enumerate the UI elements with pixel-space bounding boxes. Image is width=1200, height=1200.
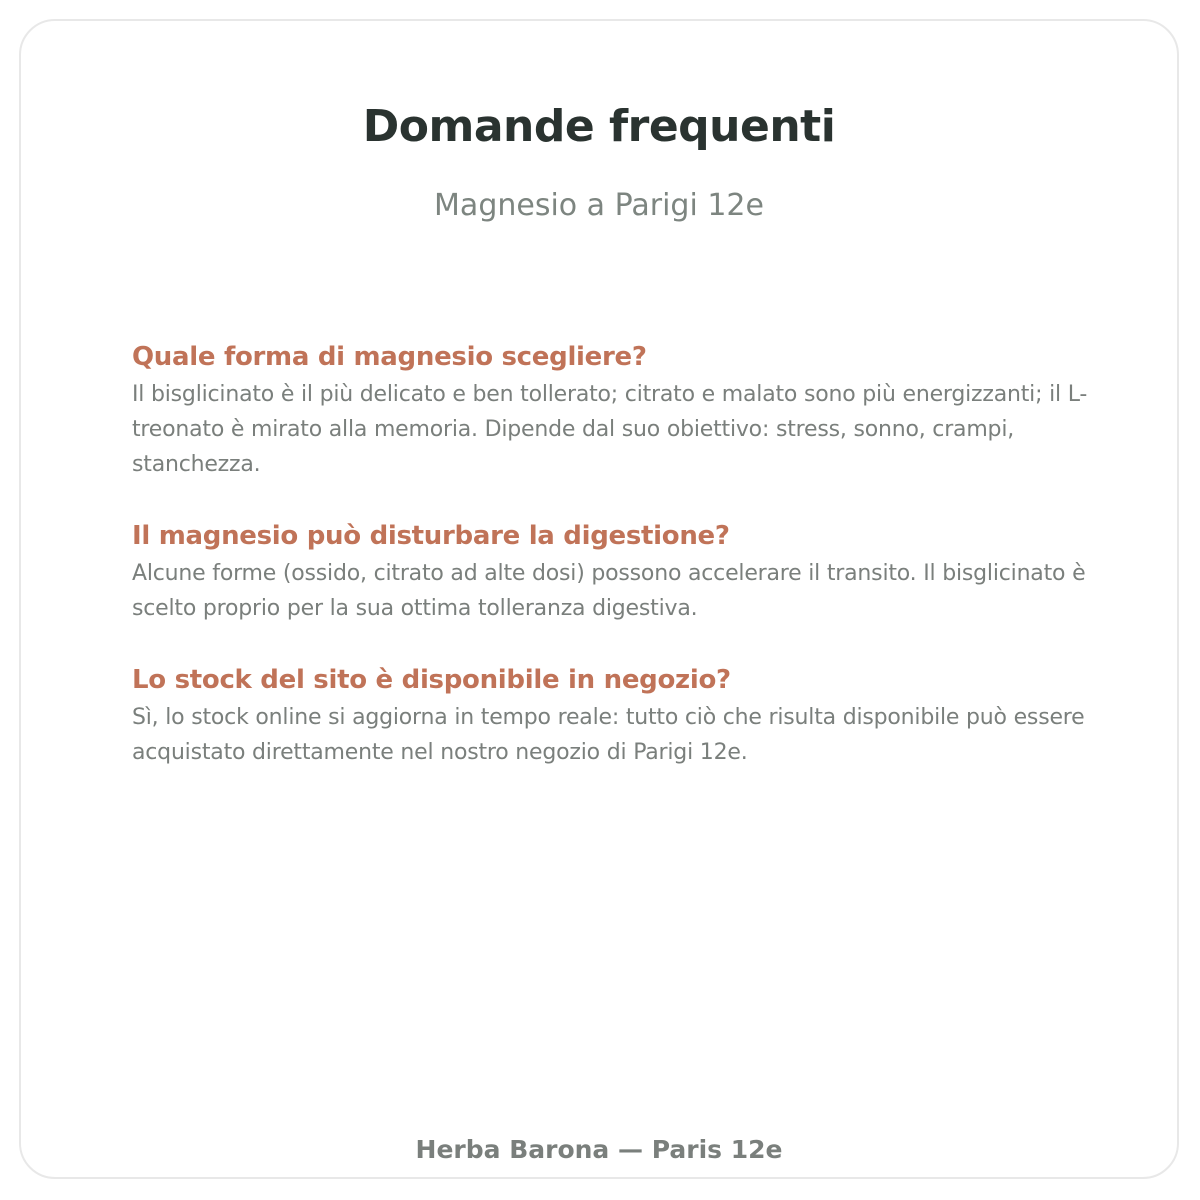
faq-card <box>19 19 1179 1179</box>
faq-answer: Alcune forme (ossido, citrato ad alte dosi) possono accelerare il transito. Il bisglicinato è scelto proprio per la sua ottima tolleranza digestiva. <box>132 561 1086 621</box>
faq-item <box>132 516 1092 626</box>
footer-brand: Herba Barona — Paris 12e <box>415 1135 783 1164</box>
faq-question: Il magnesio può disturbare la digestione? <box>132 521 730 551</box>
page-subtitle: Magnesio a Parigi 12e <box>434 188 764 223</box>
faq-question: Quale forma di magnesio scegliere? <box>132 342 647 372</box>
faq-answer: Il bisglicinato è il più delicato e ben tollerato; citrato e malato sono più energizzanti; il L-treonato è mirato alla memoria. Dipende dal suo obiettivo: stress, sonno, crampi, stanchezza. <box>132 382 1088 477</box>
faq-list <box>132 337 1092 804</box>
faq-item <box>132 660 1092 770</box>
faq-item <box>132 337 1092 482</box>
faq-answer: Sì, lo stock online si aggiorna in tempo reale: tutto ciò che risulta disponibile può essere acquistato direttamente nel nostro negozio di Parigi 12e. <box>132 705 1085 765</box>
page-title: Domande frequenti <box>362 101 836 152</box>
faq-question: Lo stock del sito è disponibile in negozio? <box>132 665 731 695</box>
